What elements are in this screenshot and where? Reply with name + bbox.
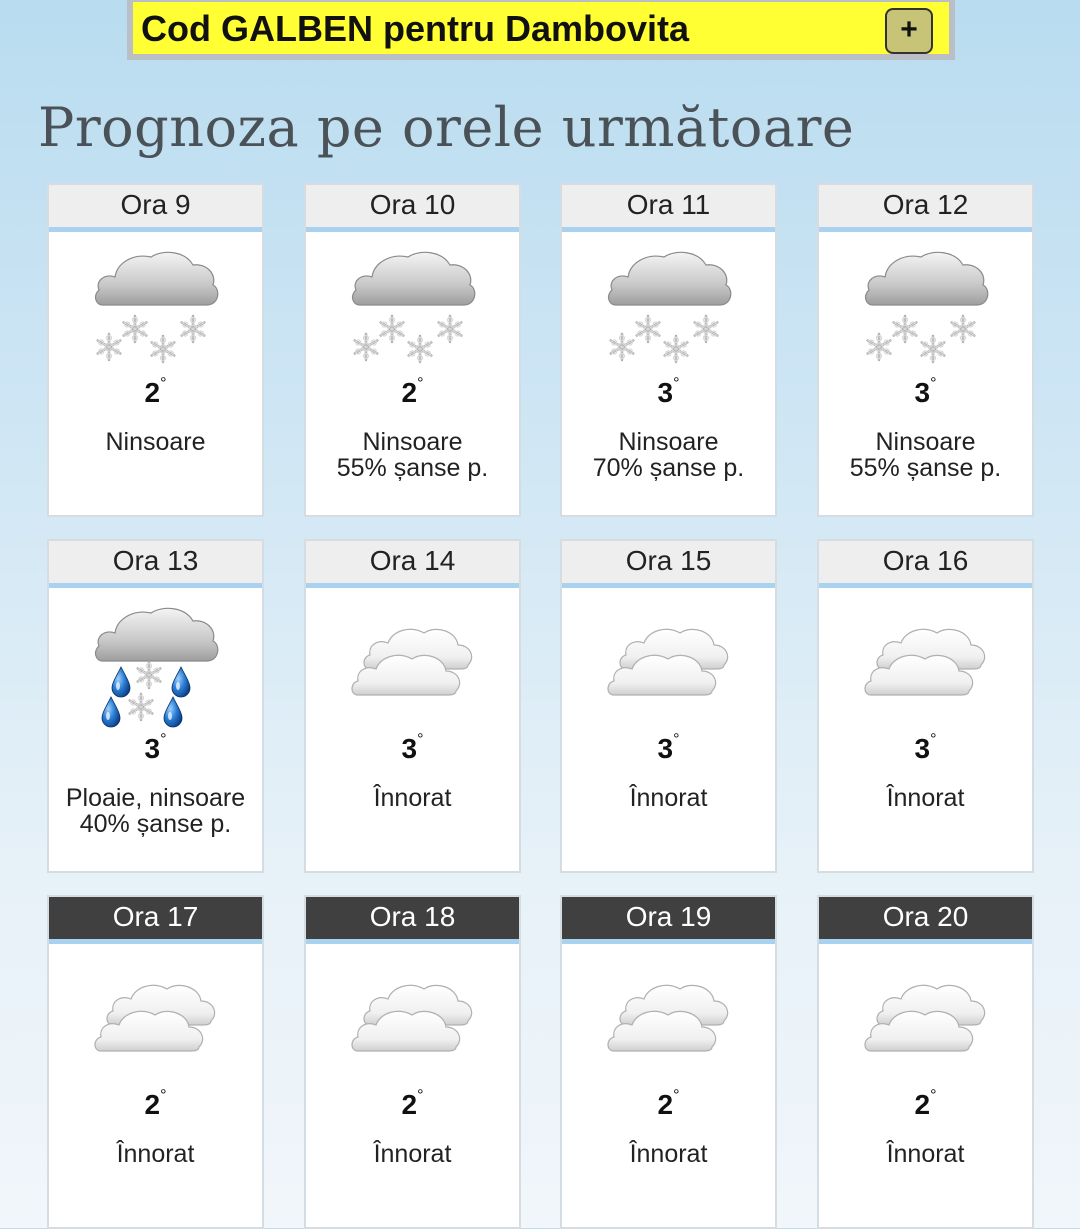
alert-expand-button[interactable]: + — [885, 8, 933, 54]
cloudy-icon — [604, 601, 734, 731]
page-title: Prognoza pe orele următoare — [38, 96, 855, 159]
hour-temperature: 3° — [657, 730, 680, 764]
snow-icon — [861, 245, 991, 375]
rain-snow-icon — [91, 601, 221, 731]
hour-label: Ora 17 — [49, 897, 262, 944]
hour-description: Ninsoare — [105, 428, 206, 456]
hour-label: Ora 13 — [49, 541, 262, 588]
hour-description: Înnorat — [373, 784, 452, 812]
hour-card — [817, 895, 1034, 1229]
hour-label: Ora 9 — [49, 185, 262, 232]
hour-label: Ora 14 — [306, 541, 519, 588]
hour-card — [304, 895, 521, 1229]
hour-temperature: 3° — [914, 374, 937, 408]
hour-label: Ora 20 — [819, 897, 1032, 944]
hour-description: Înnorat — [629, 784, 708, 812]
hour-card — [817, 183, 1034, 517]
hour-description: Înnorat — [886, 1140, 965, 1168]
snow-icon — [348, 245, 478, 375]
hour-description: Înnorat — [886, 784, 965, 812]
hour-temperature: 2° — [657, 1086, 680, 1120]
hour-temperature: 3° — [401, 730, 424, 764]
cloudy-icon — [348, 957, 478, 1087]
hour-description: Ploaie, ninsoare 40% șanse p. — [65, 784, 246, 838]
cloudy-icon — [604, 957, 734, 1087]
hour-description: Ninsoare 55% șanse p. — [849, 428, 1002, 482]
hour-description: Ninsoare 70% șanse p. — [592, 428, 745, 482]
alert-text: Cod GALBEN pentru Dambovita — [141, 8, 690, 49]
hour-temperature: 3° — [144, 730, 167, 764]
hour-description: Ninsoare 55% șanse p. — [336, 428, 489, 482]
hour-card — [47, 183, 264, 517]
hour-label: Ora 16 — [819, 541, 1032, 588]
hour-label: Ora 18 — [306, 897, 519, 944]
alert-banner-inner — [133, 2, 949, 54]
hour-description: Înnorat — [373, 1140, 452, 1168]
hour-description: Înnorat — [116, 1140, 195, 1168]
hour-label: Ora 15 — [562, 541, 775, 588]
hour-label: Ora 12 — [819, 185, 1032, 232]
hour-temperature: 2° — [401, 1086, 424, 1120]
hour-card — [47, 895, 264, 1229]
cloudy-icon — [91, 957, 221, 1087]
hour-temperature: 3° — [914, 730, 937, 764]
hour-temperature: 2° — [144, 1086, 167, 1120]
hour-card — [560, 183, 777, 517]
hour-card — [817, 539, 1034, 873]
hour-temperature: 2° — [914, 1086, 937, 1120]
hour-temperature: 2° — [144, 374, 167, 408]
hour-temperature: 2° — [401, 374, 424, 408]
hour-description: Înnorat — [629, 1140, 708, 1168]
alert-banner — [127, 0, 955, 60]
snow-icon — [91, 245, 221, 375]
snow-icon — [604, 245, 734, 375]
hour-label: Ora 19 — [562, 897, 775, 944]
cloudy-icon — [861, 957, 991, 1087]
hour-card — [560, 539, 777, 873]
hour-card — [47, 539, 264, 873]
hourly-forecast-grid — [47, 183, 1035, 1228]
hour-temperature: 3° — [657, 374, 680, 408]
cloudy-icon — [348, 601, 478, 731]
hour-card — [304, 539, 521, 873]
cloudy-icon — [861, 601, 991, 731]
hour-card — [304, 183, 521, 517]
hour-card — [560, 895, 777, 1229]
hour-label: Ora 10 — [306, 185, 519, 232]
hour-label: Ora 11 — [562, 185, 775, 232]
